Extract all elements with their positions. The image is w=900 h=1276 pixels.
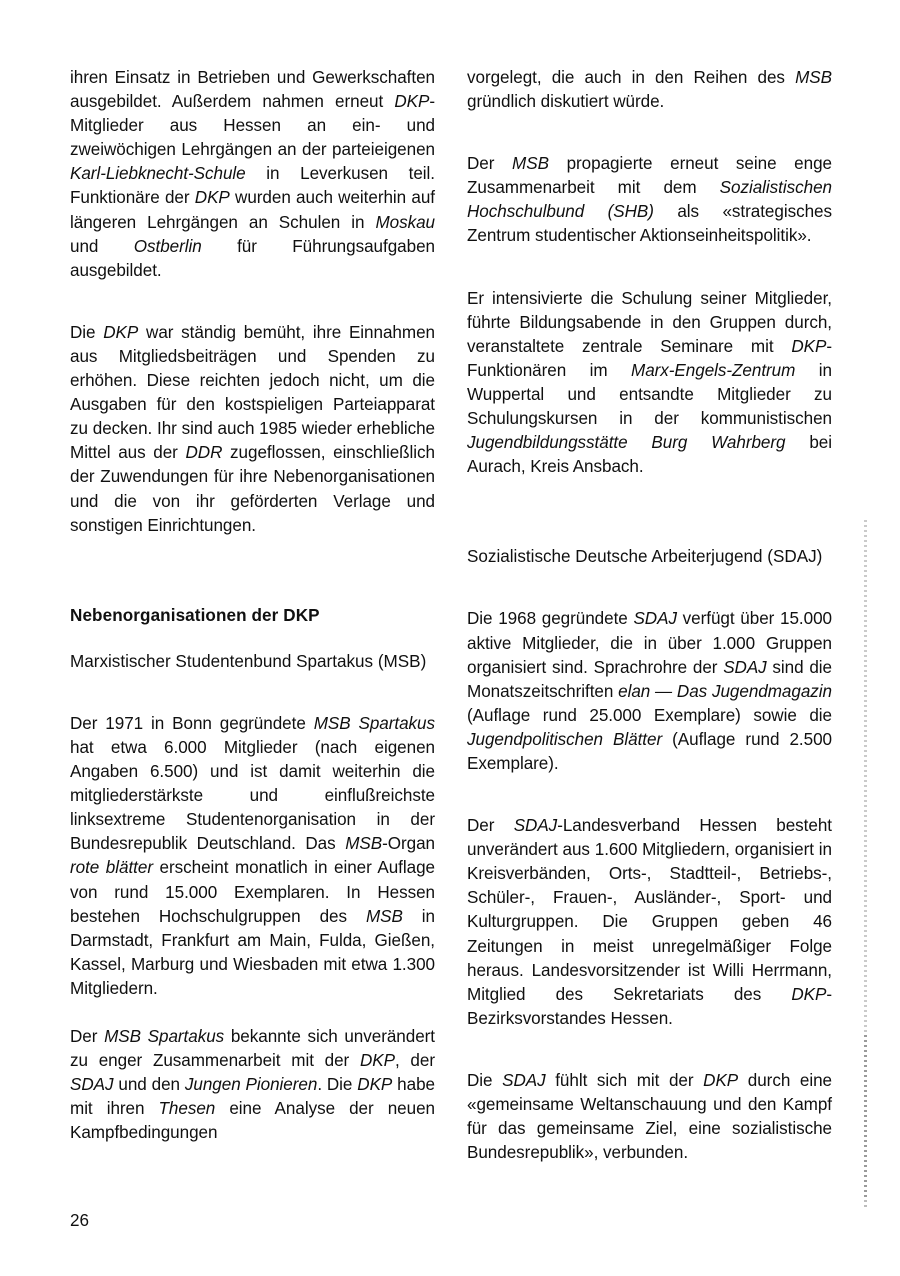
body-text: vorgelegt, die auch in den Reihen des bbox=[467, 68, 796, 87]
body-text: gründlich diskutiert würde. bbox=[467, 92, 665, 112]
emphasis-text: MSB Spartakus bbox=[313, 713, 436, 733]
emphasis-text: Jungen Pionieren bbox=[184, 1075, 318, 1095]
emphasis-text: SDAJ bbox=[513, 816, 558, 836]
body-text: für Führungsaufgaben ausgebildet. bbox=[70, 236, 435, 280]
body-text: habe mit ihren bbox=[70, 1075, 435, 1119]
subsection-heading: Sozialistische Deutsche Arbeiterjugend (SDAJ) bbox=[467, 547, 823, 567]
body-text: fühlt sich mit der bbox=[545, 1070, 704, 1090]
emphasis-text: Jugendpolitischen Blätter bbox=[467, 729, 663, 749]
body-text: -Organ bbox=[382, 834, 435, 854]
emphasis-text: DKP bbox=[791, 984, 827, 1004]
emphasis-text: MSB bbox=[795, 68, 832, 87]
body-text: verfügt über 15.000 aktive Mitglieder, die in über 1.000 Gruppen organisiert sind. Sprachrohre der bbox=[467, 609, 832, 677]
body-text: in Leverkusen teil. Funktionäre der bbox=[70, 164, 435, 208]
emphasis-text: MSB Spartakus bbox=[104, 1027, 225, 1046]
body-text: -Mitglieder aus Hessen an ein- und zweiwöchigen Lehrgängen an der parteieigenen bbox=[70, 92, 435, 160]
body-text: , der bbox=[394, 1051, 435, 1071]
body-text: Die bbox=[467, 1070, 503, 1090]
body-text: -Landesverband Hessen besteht unverändert aus 1.600 Mitgliedern, organisiert in Kreisverbänden, Orts-, Stadtteil-, Betriebs-, Schüler-, Frauen-, Ausländer-, Sport- und Kulturgruppen. Die Gruppen geben 46 Zeitungen in meist unregelmäßiger Folge heraus. Landesvorsitzender ist Willi Herrmann, Mitglied des Sekretariats des bbox=[467, 816, 832, 1004]
emphasis-text: DKP bbox=[357, 1075, 393, 1095]
paragraph bbox=[467, 287, 832, 480]
two-column-text-body bbox=[70, 66, 832, 1189]
emphasis-text: SDAJ bbox=[70, 1075, 114, 1095]
emphasis-text: SDAJ bbox=[723, 657, 767, 677]
left-column bbox=[70, 66, 435, 1189]
body-text: bei Aurach, Kreis Ansbach. bbox=[467, 433, 832, 477]
body-text: und bbox=[70, 236, 134, 256]
emphasis-text: DKP bbox=[359, 1051, 395, 1071]
emphasis-text: MSB bbox=[365, 906, 403, 926]
emphasis-text: DKP bbox=[791, 336, 827, 356]
emphasis-text: SDAJ bbox=[633, 609, 677, 629]
body-text: Der bbox=[70, 1027, 105, 1046]
paragraph bbox=[70, 712, 435, 1001]
emphasis-text: Thesen bbox=[158, 1099, 216, 1119]
emphasis-text: Karl-Liebknecht-Schule bbox=[70, 164, 246, 184]
body-text: -Funktionären im bbox=[467, 336, 832, 380]
body-text: eine Analyse der neuen Kampfbedingungen bbox=[70, 1099, 435, 1143]
emphasis-text: DKP bbox=[394, 92, 430, 112]
body-text: erscheint monatlich in einer Auflage von rund 15.000 Exemplaren. In Hessen bestehen Hochschulgruppen des bbox=[70, 858, 435, 926]
paragraph bbox=[467, 66, 832, 114]
body-text: und den bbox=[113, 1075, 185, 1095]
emphasis-text: DKP bbox=[703, 1070, 739, 1090]
emphasis-text: MSB bbox=[512, 154, 549, 174]
body-text: . Die bbox=[317, 1075, 358, 1095]
body-text: hat etwa 6.000 Mitglieder (nach eigenen Angaben 6.500) und ist damit weiterhin die mitgliederstärkste und einflußreichste linksextreme Studentenorganisation in der Bundesrepublik Deutschland. Das bbox=[70, 737, 435, 854]
body-text: (Auflage rund 25.000 Exemplare) sowie die bbox=[467, 705, 832, 725]
scan-edge-artifact-lower bbox=[864, 1035, 867, 1210]
body-text: (Auflage rund 2.500 Exemplare). bbox=[467, 729, 832, 773]
body-text: -Bezirksvorstandes Hessen. bbox=[467, 984, 832, 1028]
subsection-heading: Marxistischer Studentenbund Spartakus (MSB) bbox=[70, 651, 427, 671]
paragraph bbox=[467, 1069, 832, 1165]
body-text: Die 1968 gegründete bbox=[467, 609, 634, 629]
paragraph bbox=[70, 66, 435, 283]
body-text: Der bbox=[467, 154, 513, 174]
emphasis-text: SDAJ bbox=[502, 1070, 546, 1090]
emphasis-text: Jugendbildungsstätte Burg Wahrberg bbox=[467, 433, 786, 453]
paragraph bbox=[70, 1025, 435, 1145]
emphasis-text: Ostberlin bbox=[133, 236, 202, 256]
body-text: zugeflossen, einschließlich der Zuwendungen für ihre Nebenorganisationen und die von ihr geförderten Verlage und sonstigen Einrichtungen. bbox=[70, 443, 435, 535]
emphasis-text: DKP bbox=[103, 322, 139, 342]
paragraph bbox=[467, 607, 832, 776]
emphasis-text: DDR bbox=[185, 443, 223, 463]
body-text: als «strategisches Zentrum studentischer Aktionseinheitspolitik». bbox=[467, 202, 832, 246]
paragraph bbox=[467, 152, 832, 248]
body-text: in Wuppertal und entsandte Mitglieder zu Schulungskursen in der kommunistischen bbox=[467, 360, 832, 429]
body-text: propagierte erneut seine enge Zusammenarbeit mit dem bbox=[467, 154, 832, 198]
emphasis-text: DKP bbox=[194, 188, 230, 208]
right-column bbox=[467, 66, 832, 1189]
page-number: 26 bbox=[70, 1211, 90, 1230]
body-text: durch eine «gemeinsame Weltanschauung und den Kampf für das gemeinsame Ziel, eine sozialistische Bundesrepublik», verbunden. bbox=[467, 1070, 833, 1163]
body-text: wurden auch weiterhin auf längeren Lehrgängen an Schulen in bbox=[70, 188, 435, 232]
body-text: Er intensivierte die Schulung seiner Mitglieder, führte Bildungsabende in den Gruppen durch, veranstaltete zentrale Seminare mit bbox=[467, 288, 832, 356]
body-text: ihren Einsatz in Betrieben und Gewerkschaften ausgebildet. Außerdem nahmen erneut bbox=[70, 68, 435, 112]
section-heading: Nebenorganisationen der DKP bbox=[70, 605, 320, 625]
emphasis-text: rote blätter bbox=[70, 858, 153, 878]
body-text: sind die Monatszeitschriften bbox=[467, 657, 832, 701]
body-text: Der 1971 in Bonn gegründete bbox=[70, 713, 314, 733]
body-text: war ständig bemüht, ihre Einnahmen aus Mitgliedsbeiträgen und Spenden zu erhöhen. Diese reichten jedoch nicht, um die Ausgaben für den kostspieligen Parteiapparat zu decken. Ihr sind auch 1985 wieder erhebliche Mittel aus der bbox=[70, 322, 435, 463]
paragraph bbox=[70, 321, 435, 538]
emphasis-text: Marx-Engels-Zentrum bbox=[631, 360, 796, 380]
body-text: bekannte sich unverändert zu enger Zusammenarbeit mit der bbox=[70, 1027, 436, 1071]
emphasis-text: Moskau bbox=[375, 212, 435, 232]
emphasis-text: MSB bbox=[345, 834, 383, 854]
emphasis-text: Sozialistischen Hochschulbund (SHB) bbox=[467, 178, 832, 222]
body-text: Der bbox=[467, 816, 514, 836]
body-text: in Darmstadt, Frankfurt am Main, Fulda, Gießen, Kassel, Marburg und Wiesbaden mit etwa 1.300 Mitgliedern. bbox=[70, 906, 435, 998]
body-text: Die bbox=[70, 322, 104, 342]
emphasis-text: elan — Das Jugendmagazin bbox=[618, 681, 832, 701]
paragraph bbox=[467, 814, 832, 1031]
